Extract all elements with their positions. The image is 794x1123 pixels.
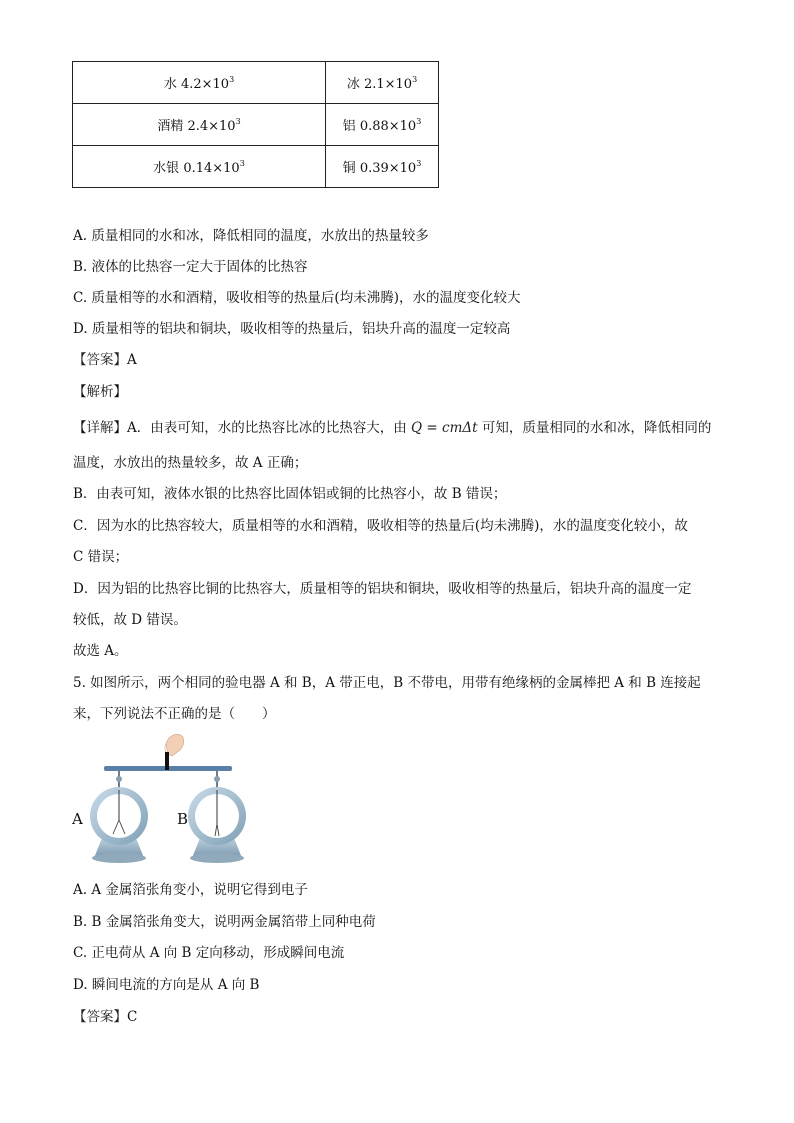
table-cell: 铝 $0.88\times 10^3$ [326, 104, 439, 146]
answer-value: A [127, 352, 137, 368]
formula: Q = cmΔt [411, 420, 478, 436]
q4-analysis-tag: 【解析】 [73, 384, 127, 400]
table-cell: 水银 $0.14\times 10^3$ [73, 146, 326, 188]
table-row [73, 62, 439, 104]
q5-option-c: C. 正电荷从 A 向 B 定向移动，形成瞬间电流 [73, 945, 345, 961]
insulated-handle [165, 752, 169, 770]
q4-answer [73, 350, 137, 370]
q4-option-d: D. 质量相等的铝块和铜块，吸收相等的热量后，铝块升高的温度一定较高 [73, 321, 511, 337]
table-cell: 冰 $2.1\times 10^3$ [326, 62, 439, 104]
table-cell: 水 $4.2\times 10^3$ [73, 62, 326, 104]
detail-tag: 【详解】 [73, 420, 127, 436]
label-b: B [177, 810, 189, 828]
label-a: A [72, 810, 83, 828]
q4-conclusion: 故选 A。 [73, 643, 128, 659]
q5-answer [73, 1007, 137, 1027]
answer-tag: 【答案】 [73, 1009, 127, 1025]
table-cell: 酒精 $2.4\times 10^3$ [73, 104, 326, 146]
specific-heat-table [72, 61, 439, 188]
q4-option-a: A. 质量相同的水和冰，降低相同的温度，水放出的热量较多 [73, 228, 429, 244]
q5-option-b: B. B 金属箔张角变大，说明两金属箔带上同种电荷 [73, 914, 376, 930]
q4-detail-a-line2: 温度，水放出的热量较多，故 A 正确； [73, 455, 308, 471]
electroscope-figure [72, 730, 252, 872]
q5-stem-line2: 来，下列说法不正确的是（ ） [73, 706, 276, 722]
table-cell: 铜 $0.39\times 10^3$ [326, 146, 439, 188]
q5-option-a: A. A 金属箔张角变小，说明它得到电子 [73, 882, 308, 898]
q4-detail-d-line1: D．因为铝的比热容比铜的比热容大，质量相等的铝块和铜块，吸收相等的热量后，铝块升高的温度一定 [73, 581, 692, 597]
q4-detail-b: B．由表可知，液体水银的比热容比固体铝或铜的比热容小，故 B 错误； [73, 486, 507, 502]
q5-stem-line1: 5. 如图所示，两个相同的验电器 A 和 B，A 带正电，B 不带电，用带有绝缘柄的金属棒把 A 和 B 连接起 [73, 675, 701, 691]
q5-option-d: D. 瞬间电流的方向是从 A 向 B [73, 977, 260, 993]
q4-detail-d-line2: 较低，故 D 错误。 [73, 612, 187, 628]
answer-tag: 【答案】 [73, 352, 127, 368]
q4-option-c: C. 质量相等的水和酒精，吸收相等的热量后(均未沸腾)，水的温度变化较大 [73, 290, 521, 306]
q4-detail-a-line1: 【详解】A．由表可知，水的比热容比冰的比热容大，由 Q = cmΔt 可知，质量相同的水和冰，降低相同的 [73, 420, 712, 436]
electroscope-b [188, 770, 246, 863]
electroscope-a [90, 770, 148, 863]
table-row [73, 104, 439, 146]
q4-detail-c-line2: C 错误； [73, 549, 129, 565]
table-row [73, 146, 439, 188]
answer-value: C [127, 1009, 138, 1025]
q4-option-b: B. 液体的比热容一定大于固体的比热容 [73, 259, 308, 275]
q4-detail-c-line1: C．因为水的比热容较大，质量相等的水和酒精，吸收相等的热量后(均未沸腾)，水的温度变化较小，故 [73, 518, 688, 534]
